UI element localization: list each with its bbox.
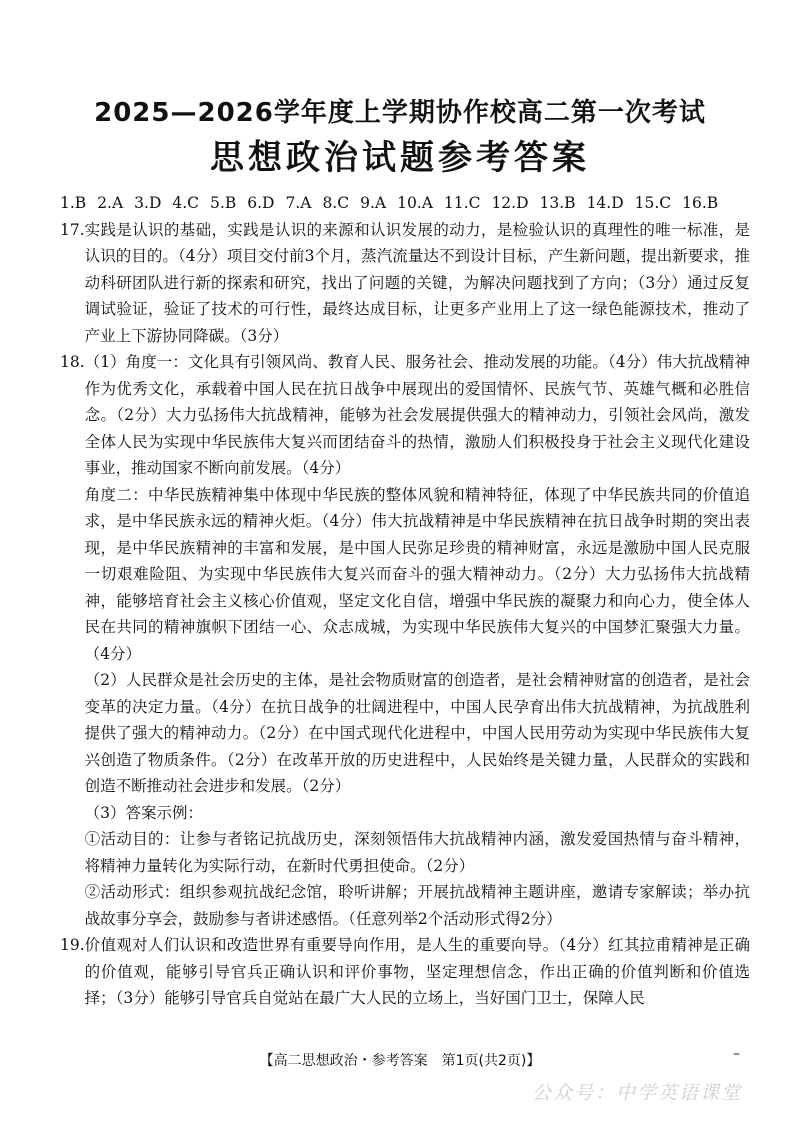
choice-answer: 12.D <box>491 194 529 212</box>
question-number: 18. <box>60 353 85 371</box>
question-19 <box>60 932 750 1012</box>
footer-dash: – <box>733 1046 740 1062</box>
choice-answer: 5.B <box>210 194 237 212</box>
question-18 <box>60 349 750 932</box>
answer-paragraph: 角度二：中华民族精神集中体现中华民族的整体风貌和精神特征，体现了中华民族共同的价值追求，是中华民族永远的精神火炬。（4分）伟大抗战精神是中华民族精神在抗日战争时期的突出表现，是中华民族精神的丰富和发展，是中国人民弥足珍贵的精神财富，永远是激励中国人民克服一切艰难险阻、为实现中华民族伟大复兴而奋斗的强大精神动力。（2分）大力弘扬伟大抗战精神，能够培育社会主义核心价值观，坚定文化自信，增强中华民族的凝聚力和向心力，使全体人民在共同的精神旗帜下团结一心、众志成城，为实现中华民族伟大复兴的中国梦汇聚强大力量。（4分） <box>84 485 750 663</box>
question-number: 19. <box>60 936 85 954</box>
watermark: 公众号：中学英语课堂 <box>532 1082 743 1104</box>
question-number: 17. <box>60 220 85 239</box>
answer-paragraph: （2）人民群众是社会历史的主体，是社会物质财富的创造者，是社会精神财富的创造者，是社会变革的决定力量。（4分）在抗日战争的壮阔进程中，中国人民孕育出伟大抗战精神，为抗战胜利提供了强大的精神动力。（2分）在中国式现代化进程中，中国人民用劳动为实现中华民族伟大复兴创造了物质条件。（2分）在改革开放的历史进程中，人民始终是关键力量，人民群众的实践和创造不断推动社会进步和发展。（2分） <box>84 671 750 795</box>
choice-answer: 16.B <box>682 194 719 212</box>
question-18-answer <box>85 349 750 932</box>
choice-answers <box>60 190 750 217</box>
exam-title: 2025—2026学年度上学期协作校高二第一次考试 <box>94 98 706 128</box>
choice-answer: 6.D <box>247 194 275 212</box>
answer-paragraph: （3）答案示例： <box>84 803 204 822</box>
page-footer: 【高二思想政治・参考答案 第1页(共2页)】 <box>259 1053 541 1069</box>
answer-paragraph: （1）角度一：文化具有引领风尚、教育人民、服务社会、推动发展的功能。（4分）伟大抗战精神作为优秀文化，承载着中国人民在抗日战争中展现出的爱国情怀、民族气节、英雄气概和必胜信念。（2分）大力弘扬伟大抗战精神，能够为社会发展提供强大的精神动力，引领社会风尚，激发全体人民为实现中华民族伟大复兴而团结奋斗的热情，激励人们积极投身于社会主义现代化建设事业，推动国家不断向前发展。（4分） <box>84 353 750 477</box>
question-17-answer: 实践是认识的基础，实践是认识的来源和认识发展的动力，是检验认识的真理性的唯一标准，是认识的目的。（4分）项目交付前3个月，蒸汽流量达不到设计目标，产生新问题，提出新要求，推动科研团队进行新的探索和研究，找出了问题的关键，为解决问题找到了方向；（3分）通过反复调试验证，验证了技术的可行性，最终达成目标，让更多产业用上了这一绿色能源技术，推动了产业上下游协同降碳。（3分） <box>84 220 750 345</box>
choice-answer: 15.C <box>634 194 672 212</box>
choice-answer: 8.C <box>322 194 350 212</box>
choice-answer: 7.A <box>285 194 312 212</box>
answer-paragraph: ②活动形式：组织参观抗战纪念馆，聆听讲解；开展抗战精神主题讲座，邀请专家解读；举办抗战故事分享会，鼓励参与者讲述感悟。（任意列举2个活动形式得2分） <box>84 883 750 928</box>
question-17 <box>60 217 750 350</box>
answer-paragraph: ①活动目的：让参与者铭记抗战历史，深刻领悟伟大抗战精神内涵，激发爱国热情与奋斗精神，将精神力量转化为实际行动，在新时代勇担使命。（2分） <box>84 830 750 875</box>
choice-answer: 3.D <box>134 194 162 212</box>
choice-answer: 13.B <box>539 194 576 212</box>
choice-answer: 9.A <box>360 194 387 212</box>
choice-answer: 10.A <box>397 194 433 212</box>
choice-answer: 1.B <box>60 194 87 212</box>
choice-answer: 14.D <box>586 194 624 212</box>
choice-answer: 2.A <box>97 194 124 212</box>
document-title: 思想政治试题参考答案 <box>210 138 590 178</box>
answer-content <box>60 190 750 1012</box>
question-19-answer: 价值观对人们认识和改造世界有重要导向作用，是人生的重要向导。（4分）红其拉甫精神是正确的价值观，能够引导官兵正确认识和评价事物，坚定理想信念，作出正确的价值判断和价值选择；（3分）能够引导官兵自觉站在最广大人民的立场上，当好国门卫士，保障人民 <box>84 936 750 1007</box>
choice-answer: 4.C <box>172 194 200 212</box>
choice-answer: 11.C <box>443 194 481 212</box>
